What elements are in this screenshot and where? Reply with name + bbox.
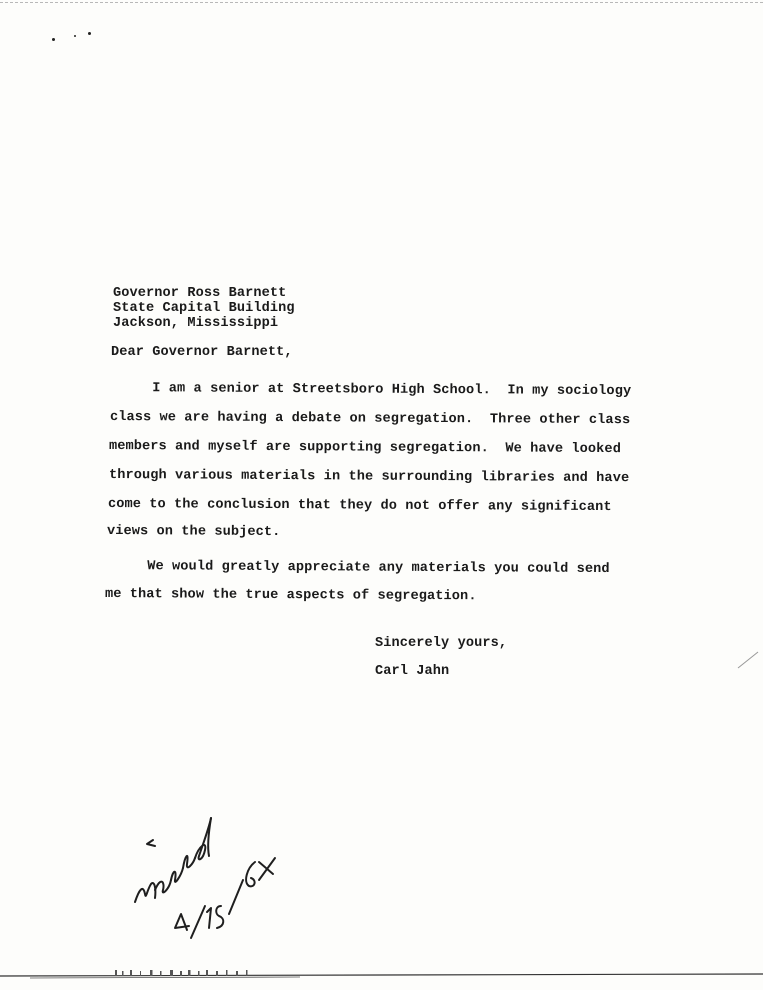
body-line: me that show the true aspects of segregation. — [104, 587, 477, 605]
page-top-edge — [0, 2, 763, 3]
body-line: We would greatly appreciate any materials you could send — [105, 559, 610, 578]
body-line: views on the subject. — [106, 524, 281, 541]
address-line-city: Jackson, Mississippi — [113, 316, 279, 331]
body-line: through various materials in the surrounding libraries and have — [108, 468, 630, 487]
signature-name: Carl Jahn — [375, 664, 450, 679]
body-line: members and myself are supporting segregation. We have looked — [108, 439, 622, 458]
body-line: come to the conclusion that they do not offer any significant — [107, 497, 612, 516]
closing: Sincerely yours, — [375, 636, 508, 651]
ink-speck — [74, 35, 76, 37]
ink-speck — [88, 32, 91, 35]
handwritten-mailed-note — [125, 810, 285, 950]
margin-mark — [736, 650, 760, 670]
bottom-edge-rule — [0, 968, 763, 990]
address-line-building: State Capital Building — [113, 301, 295, 316]
body-line: I am a senior at Streetsboro High School. In my sociology — [110, 381, 632, 400]
ink-speck — [52, 38, 55, 41]
salutation: Dear Governor Barnett, — [111, 345, 293, 360]
address-line-name: Governor Ross Barnett — [113, 286, 287, 301]
body-line: class we are having a debate on segregation. Three other class — [109, 410, 631, 429]
